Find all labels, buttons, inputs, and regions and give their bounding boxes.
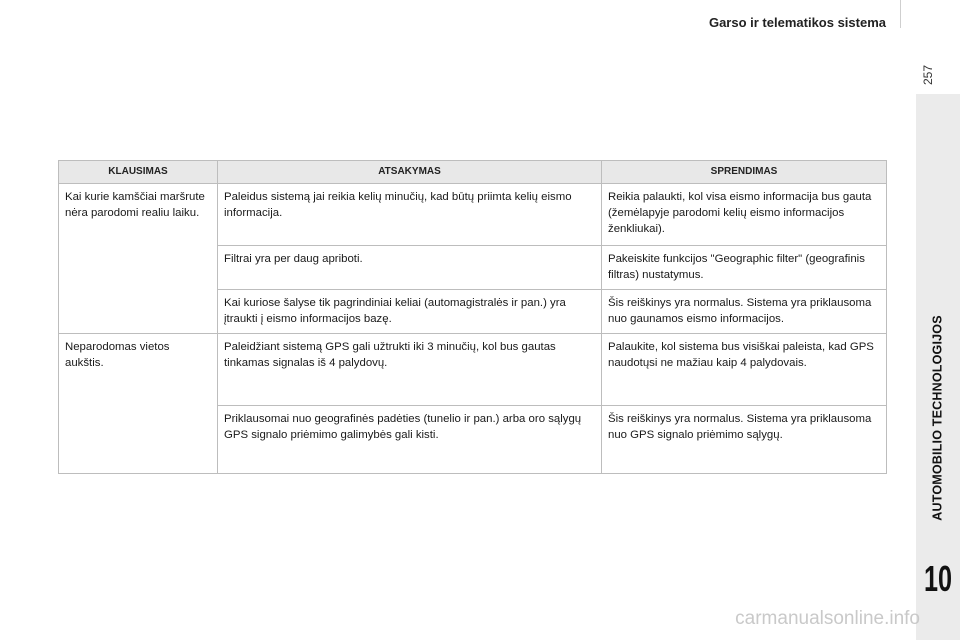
- answer-cell: Priklausomai nuo geografinės padėties (tunelio ir pan.) arba oro sąlygų GPS signalo priėmimo galimybės gali kisti.: [218, 406, 602, 474]
- page-header-title: Garso ir telematikos sistema: [708, 15, 886, 30]
- question-cell: Neparodomas vietos aukštis.: [59, 334, 218, 474]
- chapter-side-tab-label: [916, 288, 960, 548]
- page-number: 257: [921, 64, 935, 85]
- solution-cell: Šis reiškinys yra normalus. Sistema yra priklausoma nuo gaunamos eismo informacijos.: [602, 290, 887, 334]
- solution-cell: Pakeiskite funkcijos "Geographic filter" (geografinis filtras) nustatymus.: [602, 246, 887, 290]
- answer-cell: Paleidus sistemą jai reikia kelių minučių, kad būtų priimta kelių eismo informacija.: [218, 184, 602, 246]
- answer-cell: Kai kuriose šalyse tik pagrindiniai keliai (automagistralės ir pan.) yra įtraukti į eismo informacijos bazę.: [218, 290, 602, 334]
- answer-cell: Filtrai yra per daug apriboti.: [218, 246, 602, 290]
- chapter-number: 10: [923, 558, 953, 599]
- troubleshooting-table: [58, 160, 887, 474]
- table-row: [59, 334, 887, 406]
- column-header-question: KLAUSIMAS: [59, 161, 218, 184]
- solution-cell: Reikia palaukti, kol visa eismo informacija bus gauta (žemėlapyje parodomi kelių eismo informacijos ženkliukai).: [602, 184, 887, 246]
- question-cell: Kai kurie kamščiai maršrute nėra parodomi realiu laiku.: [59, 184, 218, 334]
- table-header-row: [59, 161, 887, 184]
- watermark: carmanualsonline.info: [735, 608, 920, 629]
- answer-cell: Paleidžiant sistemą GPS gali užtrukti iki 3 minučių, kol bus gautas tinkamas signalas iš 4 palydovų.: [218, 334, 602, 406]
- column-header-solution: SPRENDIMAS: [602, 161, 887, 184]
- solution-cell: Šis reiškinys yra normalus. Sistema yra priklausoma nuo GPS signalo priėmimo sąlygų.: [602, 406, 887, 474]
- chapter-title: AUTOMOBILIO TECHNOLOGIJOS: [931, 315, 946, 521]
- table-row: [59, 184, 887, 246]
- solution-cell: Palaukite, kol sistema bus visiškai paleista, kad GPS naudotųsi ne mažiau kaip 4 palydovais.: [602, 334, 887, 406]
- column-header-answer: ATSAKYMAS: [218, 161, 602, 184]
- header-divider: [900, 0, 901, 28]
